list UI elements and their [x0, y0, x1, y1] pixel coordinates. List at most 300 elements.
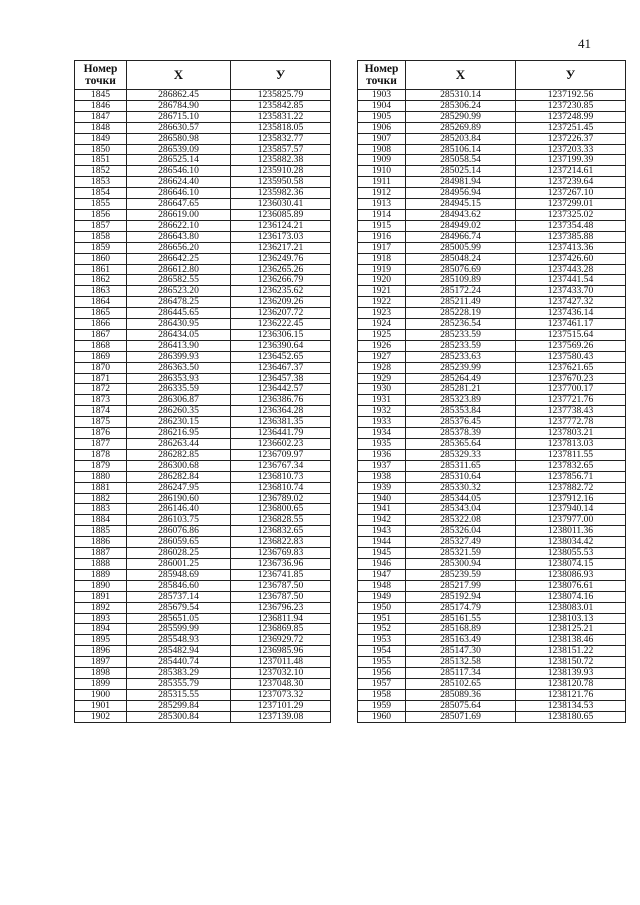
- y-cell: 1237813.03: [516, 439, 626, 450]
- y-cell: 1235831.22: [231, 111, 331, 122]
- table-row: [358, 340, 626, 351]
- x-cell: 285228.19: [406, 308, 516, 319]
- point-number-cell: 1938: [358, 471, 406, 482]
- x-cell: 286247.95: [127, 482, 231, 493]
- x-cell: 285089.36: [406, 689, 516, 700]
- table-row: [358, 711, 626, 722]
- point-number-cell: 1862: [75, 275, 127, 286]
- table-row: [358, 428, 626, 439]
- y-cell: 1238180.65: [516, 711, 626, 722]
- y-cell: 1237803.21: [516, 428, 626, 439]
- y-cell: 1236207.72: [231, 308, 331, 319]
- y-cell: 1238076.61: [516, 580, 626, 591]
- point-number-header: Номер точки: [75, 61, 127, 90]
- y-cell: 1237912.16: [516, 493, 626, 504]
- y-cell: 1236767.34: [231, 460, 331, 471]
- y-cell: 1238074.16: [516, 591, 626, 602]
- table-row: [75, 449, 331, 460]
- point-number-cell: 1866: [75, 319, 127, 330]
- point-number-cell: 1926: [358, 340, 406, 351]
- table-row: [358, 689, 626, 700]
- point-number-cell: 1931: [358, 395, 406, 406]
- point-number-cell: 1845: [75, 90, 127, 101]
- point-number-cell: 1848: [75, 122, 127, 133]
- point-number-cell: 1895: [75, 635, 127, 646]
- table-row: [75, 340, 331, 351]
- y-cell: 1237192.56: [516, 90, 626, 101]
- x-cell: 285321.59: [406, 548, 516, 559]
- y-cell: 1236769.83: [231, 548, 331, 559]
- table-row: [75, 144, 331, 155]
- y-cell: 1236467.37: [231, 362, 331, 373]
- y-cell: 1236822.83: [231, 537, 331, 548]
- y-cell: 1236787.50: [231, 580, 331, 591]
- table-row: [75, 220, 331, 231]
- table-row: [358, 100, 626, 111]
- y-cell: 1237433.70: [516, 286, 626, 297]
- x-cell: 286300.68: [127, 460, 231, 471]
- x-cell: 286282.84: [127, 471, 231, 482]
- point-number-cell: 1940: [358, 493, 406, 504]
- x-cell: 286784.90: [127, 100, 231, 111]
- table-row: [75, 471, 331, 482]
- y-cell: 1235910.28: [231, 166, 331, 177]
- table-row: [75, 329, 331, 340]
- x-cell: 285236.54: [406, 319, 516, 330]
- table-row: [75, 231, 331, 242]
- y-cell: 1236789.02: [231, 493, 331, 504]
- y-cell: 1235842.85: [231, 100, 331, 111]
- x-cell: 285117.34: [406, 668, 516, 679]
- table-row: [75, 253, 331, 264]
- y-cell: 1237199.39: [516, 155, 626, 166]
- x-cell: 285048.24: [406, 253, 516, 264]
- point-number-cell: 1887: [75, 548, 127, 559]
- table-row: [358, 471, 626, 482]
- x-cell: 286624.40: [127, 177, 231, 188]
- table-row: [358, 209, 626, 220]
- x-cell: 285365.64: [406, 439, 516, 450]
- y-cell: 1238134.53: [516, 700, 626, 711]
- point-number-cell: 1896: [75, 646, 127, 657]
- point-number-header: Номер точки: [358, 61, 406, 90]
- y-cell: 1237203.33: [516, 144, 626, 155]
- coordinates-table-right: [357, 60, 626, 723]
- x-cell: 285161.55: [406, 613, 516, 624]
- y-cell: 1236235.62: [231, 286, 331, 297]
- x-cell: 286642.25: [127, 253, 231, 264]
- table-row: [75, 493, 331, 504]
- y-cell: 1237101.29: [231, 700, 331, 711]
- x-cell: 285233.59: [406, 340, 516, 351]
- table-row: [358, 515, 626, 526]
- y-cell: 1236869.85: [231, 624, 331, 635]
- point-number-cell: 1957: [358, 678, 406, 689]
- y-cell: 1235832.77: [231, 133, 331, 144]
- point-number-cell: 1865: [75, 308, 127, 319]
- table-row: [75, 166, 331, 177]
- x-cell: 286525.14: [127, 155, 231, 166]
- x-cell: 285948.69: [127, 569, 231, 580]
- point-number-cell: 1857: [75, 220, 127, 231]
- point-number-cell: 1861: [75, 264, 127, 275]
- point-number-cell: 1852: [75, 166, 127, 177]
- x-cell: 286076.86: [127, 526, 231, 537]
- y-cell: 1236173.03: [231, 231, 331, 242]
- y-cell: 1237670.23: [516, 373, 626, 384]
- x-cell: 285300.84: [127, 711, 231, 722]
- table-row: [358, 297, 626, 308]
- y-cell: 1237977.00: [516, 515, 626, 526]
- point-number-cell: 1941: [358, 504, 406, 515]
- table-row: [358, 264, 626, 275]
- y-cell: 1235818.05: [231, 122, 331, 133]
- y-cell: 1237940.14: [516, 504, 626, 515]
- x-cell: 285005.99: [406, 242, 516, 253]
- table-row: [358, 351, 626, 362]
- y-cell: 1236810.73: [231, 471, 331, 482]
- point-number-cell: 1916: [358, 231, 406, 242]
- y-cell: 1237325.02: [516, 209, 626, 220]
- point-number-cell: 1906: [358, 122, 406, 133]
- point-number-cell: 1876: [75, 428, 127, 439]
- y-cell: 1235825.79: [231, 90, 331, 101]
- point-number-cell: 1874: [75, 406, 127, 417]
- y-cell: 1236441.79: [231, 428, 331, 439]
- y-cell: 1237214.61: [516, 166, 626, 177]
- x-cell: 286434.05: [127, 329, 231, 340]
- point-number-cell: 1954: [358, 646, 406, 657]
- point-number-cell: 1883: [75, 504, 127, 515]
- table-row: [358, 646, 626, 657]
- x-cell: 286028.25: [127, 548, 231, 559]
- table-row: [75, 351, 331, 362]
- table-row: [75, 209, 331, 220]
- point-number-cell: 1898: [75, 668, 127, 679]
- x-cell: 285203.84: [406, 133, 516, 144]
- point-number-cell: 1948: [358, 580, 406, 591]
- y-cell: 1238086.93: [516, 569, 626, 580]
- table-row: [358, 308, 626, 319]
- point-number-cell: 1875: [75, 417, 127, 428]
- x-cell: 285058.54: [406, 155, 516, 166]
- point-number-cell: 1893: [75, 613, 127, 624]
- y-cell: 1236457.38: [231, 373, 331, 384]
- point-number-cell: 1946: [358, 558, 406, 569]
- point-number-cell: 1851: [75, 155, 127, 166]
- y-cell: 1236222.45: [231, 319, 331, 330]
- table-row: [75, 526, 331, 537]
- x-cell: 286643.80: [127, 231, 231, 242]
- point-number-cell: 1924: [358, 319, 406, 330]
- y-cell: 1238151.22: [516, 646, 626, 657]
- y-cell: 1236381.35: [231, 417, 331, 428]
- point-number-cell: 1917: [358, 242, 406, 253]
- x-cell: 286478.25: [127, 297, 231, 308]
- y-cell: 1238150.72: [516, 657, 626, 668]
- x-cell: 285344.05: [406, 493, 516, 504]
- y-cell: 1237251.45: [516, 122, 626, 133]
- table-row: [358, 373, 626, 384]
- y-cell: 1236796.23: [231, 602, 331, 613]
- y-header: У: [231, 61, 331, 90]
- x-cell: 285109.89: [406, 275, 516, 286]
- point-number-cell: 1937: [358, 460, 406, 471]
- x-cell: 285174.79: [406, 602, 516, 613]
- y-cell: 1237621.65: [516, 362, 626, 373]
- x-cell: 285172.24: [406, 286, 516, 297]
- x-cell: 286190.60: [127, 493, 231, 504]
- point-number-cell: 1879: [75, 460, 127, 471]
- x-cell: 286580.98: [127, 133, 231, 144]
- point-number-cell: 1863: [75, 286, 127, 297]
- x-cell: 285330.32: [406, 482, 516, 493]
- table-row: [358, 526, 626, 537]
- x-cell: 285106.14: [406, 144, 516, 155]
- y-cell: 1238138.46: [516, 635, 626, 646]
- y-cell: 1237413.36: [516, 242, 626, 253]
- table-row: [358, 537, 626, 548]
- table-row: [358, 188, 626, 199]
- y-cell: 1236030.41: [231, 199, 331, 210]
- point-number-cell: 1904: [358, 100, 406, 111]
- point-number-cell: 1945: [358, 548, 406, 559]
- y-cell: 1236364.28: [231, 406, 331, 417]
- point-number-cell: 1846: [75, 100, 127, 111]
- table-row: [358, 493, 626, 504]
- table-row: [358, 231, 626, 242]
- x-cell: 286523.20: [127, 286, 231, 297]
- x-cell: 285233.59: [406, 329, 516, 340]
- point-number-cell: 1853: [75, 177, 127, 188]
- point-number-cell: 1927: [358, 351, 406, 362]
- y-cell: 1237832.65: [516, 460, 626, 471]
- y-cell: 1236709.97: [231, 449, 331, 460]
- point-number-cell: 1955: [358, 657, 406, 668]
- x-cell: 285315.55: [127, 689, 231, 700]
- y-cell: 1236390.64: [231, 340, 331, 351]
- y-cell: 1237443.28: [516, 264, 626, 275]
- y-cell: 1237226.37: [516, 133, 626, 144]
- x-header: X: [127, 61, 231, 90]
- point-number-cell: 1847: [75, 111, 127, 122]
- y-cell: 1237772.78: [516, 417, 626, 428]
- x-cell: 286622.10: [127, 220, 231, 231]
- table-row: [358, 242, 626, 253]
- table-row: [75, 558, 331, 569]
- x-cell: 286715.10: [127, 111, 231, 122]
- point-number-cell: 1934: [358, 428, 406, 439]
- table-row: [75, 624, 331, 635]
- table-row: [75, 111, 331, 122]
- x-cell: 286363.50: [127, 362, 231, 373]
- point-number-cell: 1891: [75, 591, 127, 602]
- x-cell: 286646.10: [127, 188, 231, 199]
- y-cell: 1238125.21: [516, 624, 626, 635]
- point-number-cell: 1856: [75, 209, 127, 220]
- x-cell: 286647.65: [127, 199, 231, 210]
- x-cell: 286260.35: [127, 406, 231, 417]
- point-number-cell: 1892: [75, 602, 127, 613]
- table-row: [75, 406, 331, 417]
- x-cell: 286539.09: [127, 144, 231, 155]
- y-cell: 1237700.17: [516, 384, 626, 395]
- point-number-cell: 1886: [75, 537, 127, 548]
- table-row: [358, 624, 626, 635]
- point-number-cell: 1873: [75, 395, 127, 406]
- y-cell: 1237230.85: [516, 100, 626, 111]
- y-cell: 1236265.26: [231, 264, 331, 275]
- table-row: [75, 133, 331, 144]
- x-cell: 285310.14: [406, 90, 516, 101]
- y-cell: 1236800.65: [231, 504, 331, 515]
- point-number-cell: 1956: [358, 668, 406, 679]
- x-cell: 285310.64: [406, 471, 516, 482]
- point-number-cell: 1894: [75, 624, 127, 635]
- point-number-cell: 1872: [75, 384, 127, 395]
- point-number-cell: 1930: [358, 384, 406, 395]
- point-number-cell: 1913: [358, 199, 406, 210]
- table-row: [75, 602, 331, 613]
- point-number-cell: 1882: [75, 493, 127, 504]
- point-number-cell: 1897: [75, 657, 127, 668]
- x-cell: 285846.60: [127, 580, 231, 591]
- table-row: [358, 384, 626, 395]
- x-cell: 286335.59: [127, 384, 231, 395]
- point-number-cell: 1900: [75, 689, 127, 700]
- point-number-cell: 1949: [358, 591, 406, 602]
- table-row: [75, 319, 331, 330]
- point-number-cell: 1925: [358, 329, 406, 340]
- table-row: [358, 569, 626, 580]
- table-row: [358, 144, 626, 155]
- x-cell: 285102.65: [406, 678, 516, 689]
- point-number-cell: 1849: [75, 133, 127, 144]
- x-cell: 284945.15: [406, 199, 516, 210]
- x-cell: 285290.99: [406, 111, 516, 122]
- point-number-cell: 1953: [358, 635, 406, 646]
- y-cell: 1238121.76: [516, 689, 626, 700]
- y-cell: 1237239.64: [516, 177, 626, 188]
- x-cell: 286445.65: [127, 308, 231, 319]
- point-number-cell: 1958: [358, 689, 406, 700]
- x-cell: 285737.14: [127, 591, 231, 602]
- y-cell: 1236209.26: [231, 297, 331, 308]
- y-cell: 1236741.85: [231, 569, 331, 580]
- table-row: [358, 220, 626, 231]
- x-cell: 286612.80: [127, 264, 231, 275]
- point-number-cell: 1870: [75, 362, 127, 373]
- y-cell: 1238074.15: [516, 558, 626, 569]
- x-cell: 286059.65: [127, 537, 231, 548]
- table-row: [358, 319, 626, 330]
- point-number-cell: 1939: [358, 482, 406, 493]
- table-row: [358, 166, 626, 177]
- y-cell: 1237441.54: [516, 275, 626, 286]
- table-row: [75, 199, 331, 210]
- x-cell: 285239.99: [406, 362, 516, 373]
- table-row: [75, 537, 331, 548]
- x-cell: 285281.21: [406, 384, 516, 395]
- x-cell: 286399.93: [127, 351, 231, 362]
- x-cell: 284966.74: [406, 231, 516, 242]
- table-row: [358, 122, 626, 133]
- point-number-cell: 1922: [358, 297, 406, 308]
- y-cell: 1236124.21: [231, 220, 331, 231]
- y-cell: 1236985.96: [231, 646, 331, 657]
- x-cell: 285326.04: [406, 526, 516, 537]
- y-cell: 1237248.99: [516, 111, 626, 122]
- x-cell: 285327.49: [406, 537, 516, 548]
- table-row: [358, 199, 626, 210]
- point-number-cell: 1880: [75, 471, 127, 482]
- x-cell: 285355.79: [127, 678, 231, 689]
- x-cell: 285599.99: [127, 624, 231, 635]
- table-row: [358, 286, 626, 297]
- point-number-cell: 1888: [75, 558, 127, 569]
- x-cell: 286413.90: [127, 340, 231, 351]
- y-cell: 1238120.78: [516, 678, 626, 689]
- table-row: [75, 275, 331, 286]
- table-row: [75, 373, 331, 384]
- x-cell: 286862.45: [127, 90, 231, 101]
- x-cell: 285163.49: [406, 635, 516, 646]
- point-number-cell: 1920: [358, 275, 406, 286]
- table-row: [75, 635, 331, 646]
- y-cell: 1237426.60: [516, 253, 626, 264]
- table-row: [75, 678, 331, 689]
- table-row: [358, 460, 626, 471]
- x-cell: 284949.02: [406, 220, 516, 231]
- point-number-cell: 1864: [75, 297, 127, 308]
- table-row: [75, 90, 331, 101]
- y-cell: 1237354.48: [516, 220, 626, 231]
- x-cell: 285323.89: [406, 395, 516, 406]
- table-row: [358, 613, 626, 624]
- y-cell: 1237436.14: [516, 308, 626, 319]
- y-cell: 1236929.72: [231, 635, 331, 646]
- table-row: [75, 711, 331, 722]
- x-cell: 285211.49: [406, 297, 516, 308]
- table-row: [358, 275, 626, 286]
- table-row: [75, 439, 331, 450]
- x-cell: 285378.39: [406, 428, 516, 439]
- point-number-cell: 1854: [75, 188, 127, 199]
- point-number-cell: 1907: [358, 133, 406, 144]
- x-cell: 284943.62: [406, 209, 516, 220]
- table-row: [75, 428, 331, 439]
- point-number-cell: 1935: [358, 439, 406, 450]
- x-cell: 285299.84: [127, 700, 231, 711]
- point-number-cell: 1905: [358, 111, 406, 122]
- point-number-cell: 1936: [358, 449, 406, 460]
- table-row: [75, 580, 331, 591]
- table-row: [75, 515, 331, 526]
- table-row: [75, 384, 331, 395]
- table-row: [358, 591, 626, 602]
- y-cell: 1235882.38: [231, 155, 331, 166]
- point-number-cell: 1859: [75, 242, 127, 253]
- table-row: [358, 668, 626, 679]
- point-number-cell: 1959: [358, 700, 406, 711]
- x-cell: 285076.69: [406, 264, 516, 275]
- x-cell: 285440.74: [127, 657, 231, 668]
- table-row: [75, 657, 331, 668]
- x-cell: 285168.89: [406, 624, 516, 635]
- x-cell: 286353.93: [127, 373, 231, 384]
- y-cell: 1237569.26: [516, 340, 626, 351]
- table-row: [75, 569, 331, 580]
